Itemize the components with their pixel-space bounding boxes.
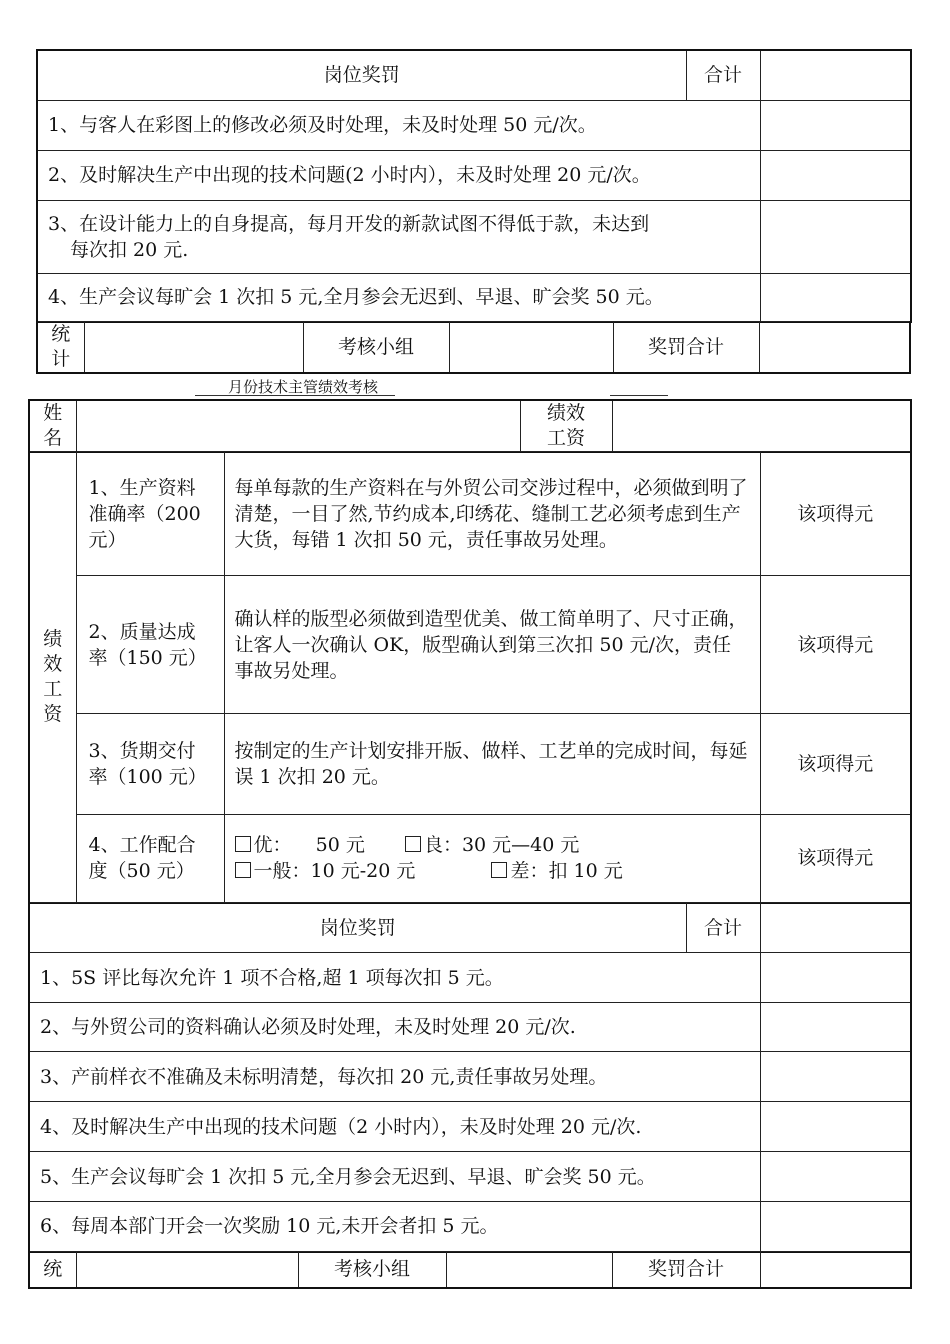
rule-score-cell[interactable] [760, 1052, 911, 1102]
performance-items-table [28, 451, 912, 904]
form-caption [0, 375, 950, 397]
name-blank-underline [610, 395, 668, 396]
performance-section-label [29, 452, 76, 903]
rule-score-cell[interactable] [760, 273, 911, 322]
section-title: 岗位奖罚 [29, 903, 686, 953]
review-group-label: 考核小组 [303, 322, 449, 374]
reward-total-value-cell[interactable] [760, 1252, 911, 1288]
section-char: 工 [43, 677, 63, 700]
salary-label-line: 绩效 [546, 402, 585, 424]
rule-item [37, 200, 760, 273]
name-char: 姓 [43, 402, 63, 424]
checkbox-good[interactable] [405, 836, 421, 852]
item-score[interactable]: 该项得元 [760, 714, 911, 815]
rule-line: 3、在设计能力上的自身提高，每月开发的新款试图不得低于款，未达到 [48, 212, 650, 235]
stat-value-cell[interactable] [76, 1252, 298, 1288]
stat-char: 计 [51, 348, 71, 370]
review-group-value-cell[interactable] [446, 1252, 612, 1288]
total-label: 合计 [686, 50, 760, 100]
option-excellent: 优： 50 元 [253, 834, 365, 857]
item-score[interactable]: 该项得元 [760, 576, 911, 714]
rule-item: 2、与外贸公司的资料确认必须及时处理，未及时处理 20 元/次. [29, 1003, 760, 1052]
rule-item: 4、生产会议每旷会 1 次扣 5 元,全月参会无迟到、早退、旷会奖 50 元。 [37, 273, 760, 322]
item-label: 1、生产资料准确率（200 元） [76, 452, 224, 576]
item-label: 3、货期交付率（100 元） [76, 714, 224, 815]
rule-score-cell[interactable] [760, 100, 911, 150]
item-score[interactable]: 该项得元 [760, 452, 911, 576]
item-description: 每单每款的生产资料在与外贸公司交涉过程中，必须做到明了清楚，一目了然,节约成本,印绣花、缝制工艺必须考虑到生产大货，每错 1 次扣 50 元，责任事故另处理。 [224, 452, 760, 576]
form-title: 月份技术主管绩效考核 [228, 378, 379, 396]
section-char: 效 [43, 652, 63, 675]
rule-item: 3、产前样衣不准确及未标明清楚，每次扣 20 元,责任事故另处理。 [29, 1052, 760, 1102]
rule-item: 5、生产会议每旷会 1 次扣 5 元,全月参会无迟到、早退、旷会奖 50 元。 [29, 1152, 760, 1202]
section-char: 资 [43, 702, 63, 725]
rule-score-cell[interactable] [760, 1202, 911, 1252]
reward-total-value-cell[interactable] [759, 322, 910, 374]
rule-item: 1、与客人在彩图上的修改必须及时处理，未及时处理 50 元/次。 [37, 100, 760, 150]
section-title: 岗位奖罚 [37, 50, 686, 100]
bottom-footer-row [28, 1251, 912, 1289]
top-footer-row [36, 321, 911, 374]
rule-score-cell[interactable] [760, 200, 911, 273]
top-rewards-table [36, 49, 912, 323]
rating-options [224, 815, 760, 903]
stat-value-cell[interactable] [84, 322, 303, 374]
rule-score-cell[interactable] [760, 1102, 911, 1152]
option-good: 良：30 元—40 元 [423, 834, 580, 857]
salary-label-line: 工资 [546, 427, 585, 449]
rule-score-cell[interactable] [760, 150, 911, 200]
checkbox-poor[interactable] [491, 862, 507, 878]
review-group-label: 考核小组 [298, 1252, 446, 1288]
rule-item: 2、及时解决生产中出现的技术问题(2 小时内），未及时处理 20 元/次。 [37, 150, 760, 200]
rule-score-cell[interactable] [760, 1152, 911, 1202]
name-label [29, 400, 76, 452]
salary-value-cell[interactable] [612, 400, 911, 452]
checkbox-excellent[interactable] [235, 836, 251, 852]
item-description: 确认样的版型必须做到造型优美、做工简单明了、尺寸正确，让客人一次确认 OK，版型确认到第三次扣 50 元/次，责任事故另处理。 [224, 576, 760, 714]
total-value-cell[interactable] [760, 903, 911, 953]
checkbox-average[interactable] [235, 862, 251, 878]
rule-score-cell[interactable] [760, 953, 911, 1003]
name-char: 名 [43, 427, 63, 449]
reward-total-label: 奖罚合计 [613, 322, 759, 374]
review-group-value-cell[interactable] [449, 322, 613, 374]
rule-score-cell[interactable] [760, 1003, 911, 1052]
stat-char: 统 [51, 323, 71, 345]
rule-line: 每次扣 20 元. [70, 238, 189, 261]
rewards-penalties-table [28, 902, 912, 1253]
rule-item: 6、每周本部门开会一次奖励 10 元,未开会者扣 5 元。 [29, 1202, 760, 1252]
section-char: 绩 [43, 627, 63, 650]
total-label: 合计 [686, 903, 760, 953]
rule-item: 1、5S 评比每次允许 1 项不合格,超 1 项每次扣 5 元。 [29, 953, 760, 1003]
reward-total-label: 奖罚合计 [612, 1252, 760, 1288]
item-description: 按制定的生产计划安排开版、做样、工艺单的完成时间，每延误 1 次扣 20 元。 [224, 714, 760, 815]
item-label: 4、工作配合度（50 元） [76, 815, 224, 903]
item-label: 2、质量达成率（150 元） [76, 576, 224, 714]
total-value-cell[interactable] [760, 50, 911, 100]
option-average: 一般：10 元-20 元 [253, 860, 416, 883]
stat-label: 统 [29, 1252, 76, 1288]
name-value-cell[interactable] [76, 400, 520, 452]
salary-label [520, 400, 612, 452]
option-poor: 差：扣 10 元 [510, 860, 623, 883]
rule-item: 4、及时解决生产中出现的技术问题（2 小时内），未及时处理 20 元/次. [29, 1102, 760, 1152]
performance-table [28, 399, 912, 453]
item-score[interactable]: 该项得元 [760, 815, 911, 903]
stat-label [37, 322, 84, 374]
